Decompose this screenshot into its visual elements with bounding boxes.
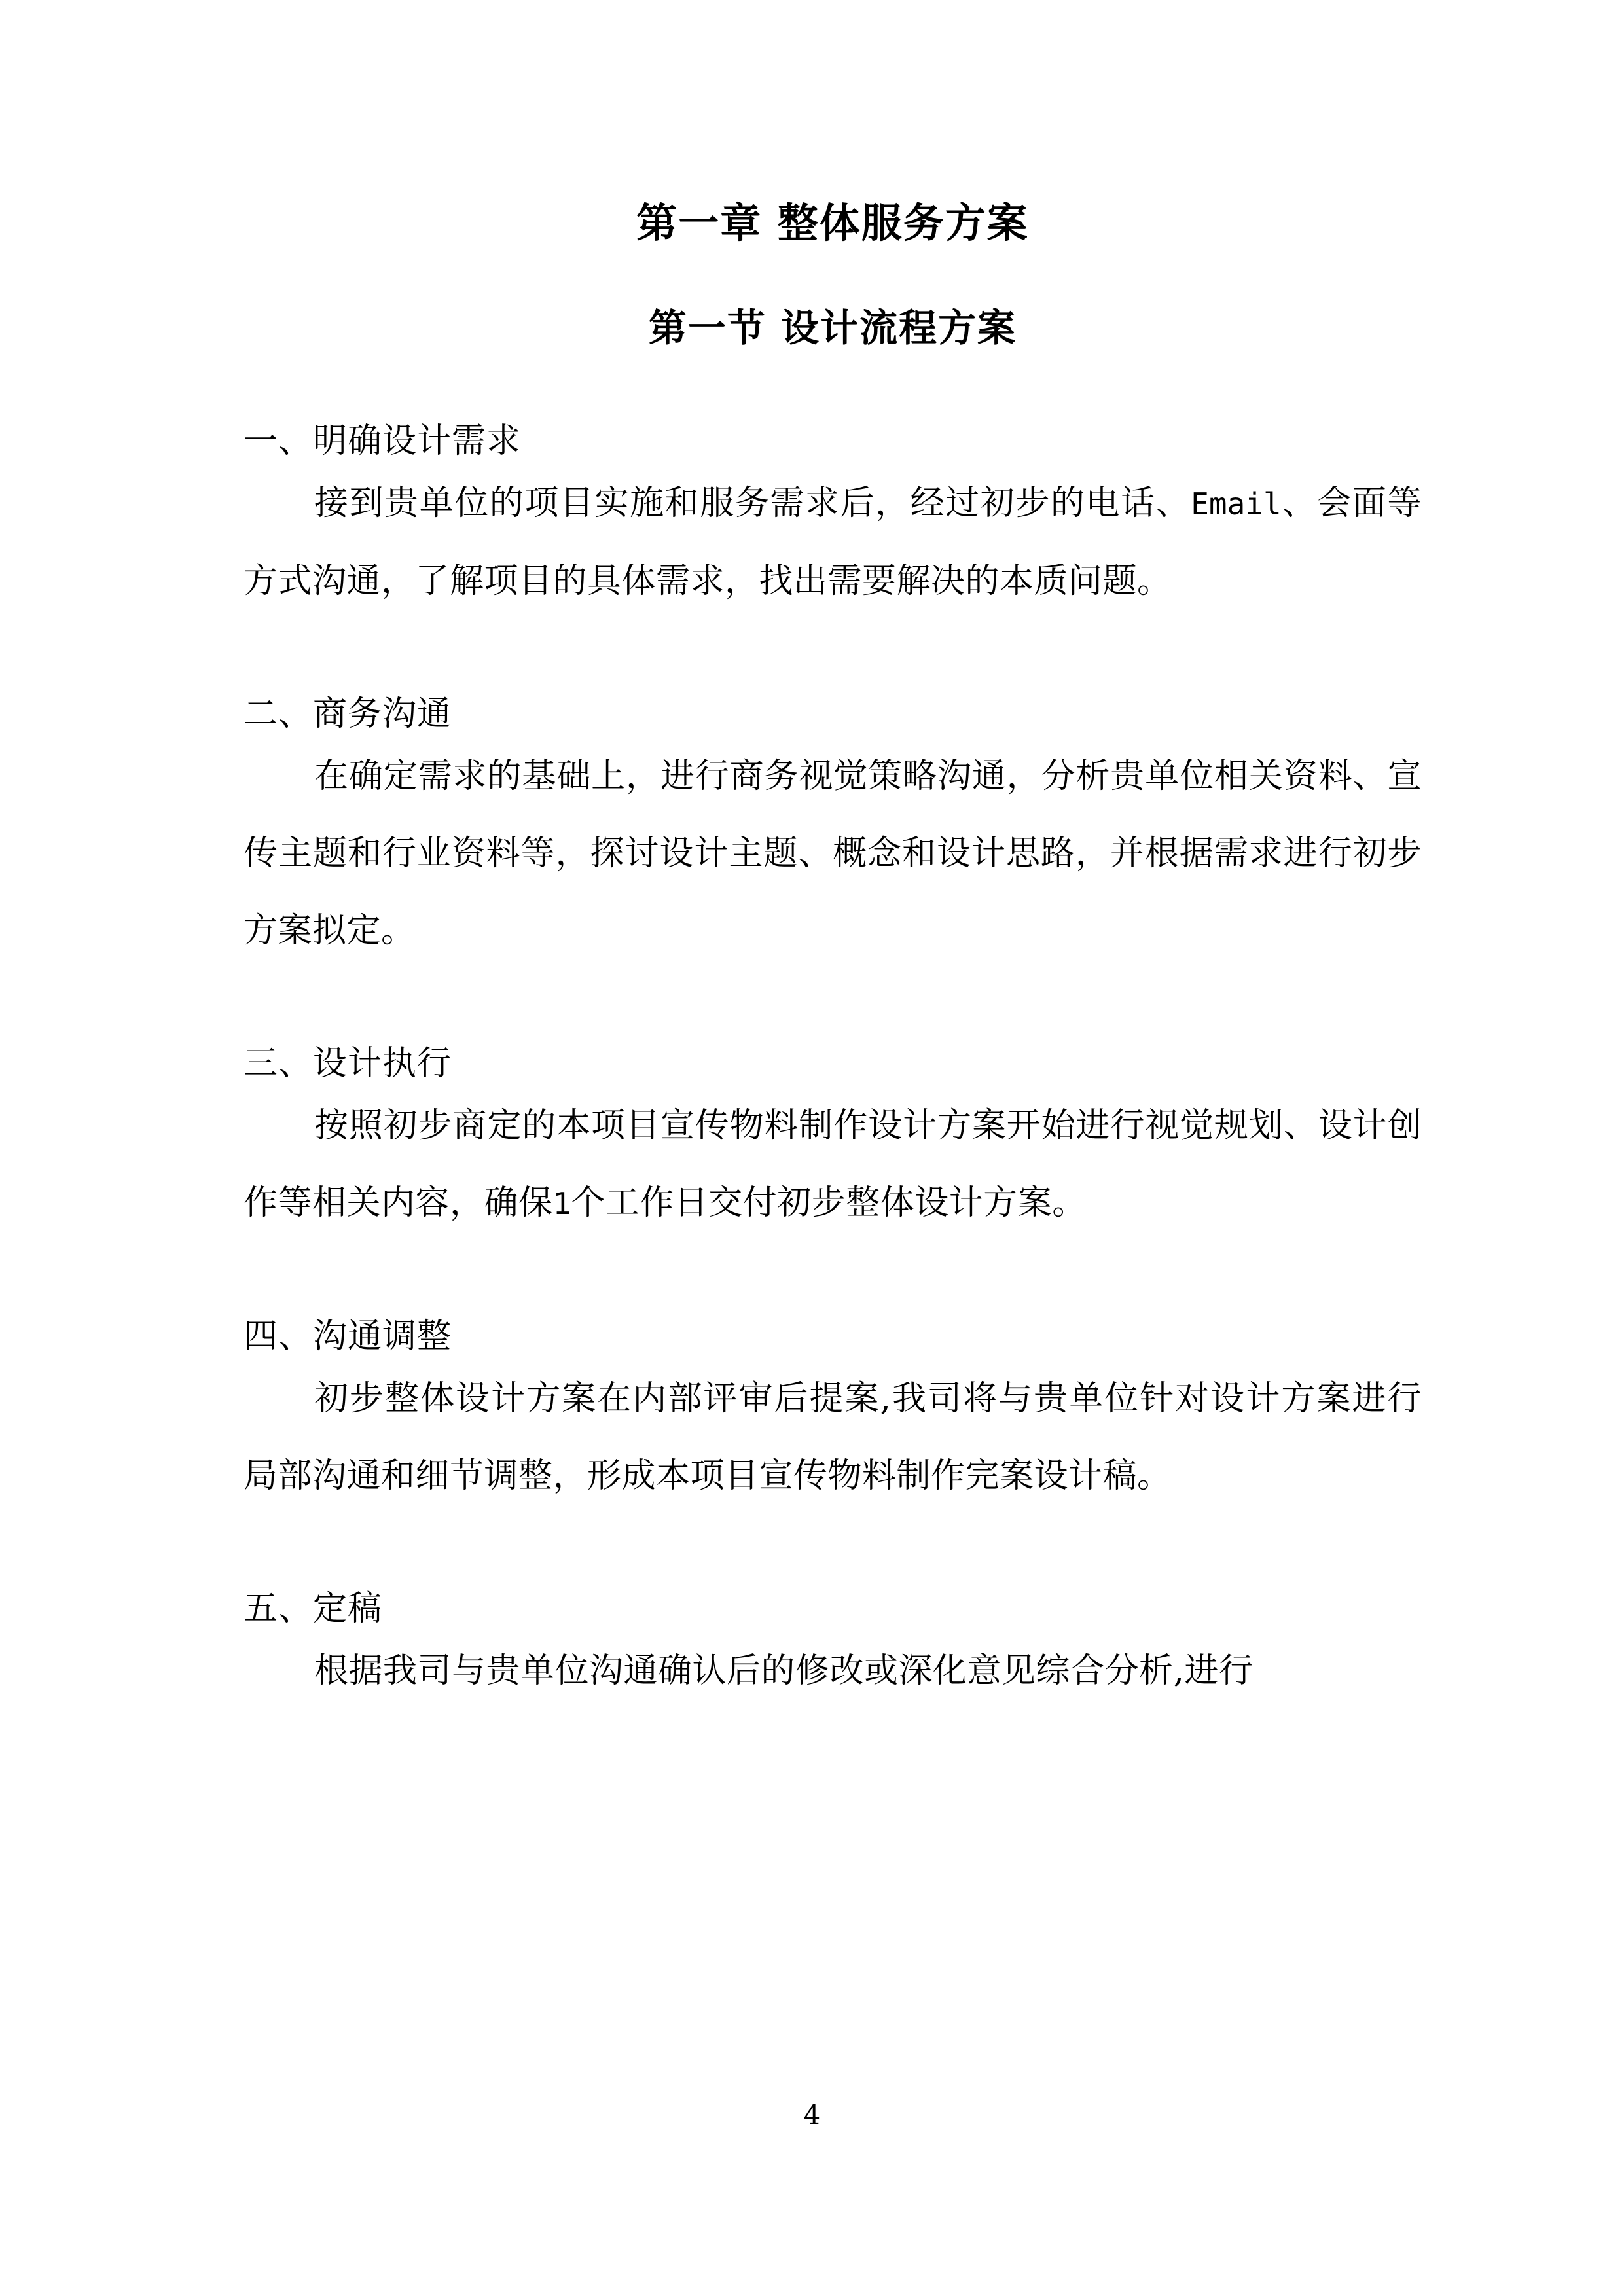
paragraph-latin-token: Email bbox=[1191, 486, 1282, 522]
paragraph-number-token: 1 bbox=[552, 1186, 571, 1221]
section-item-3 bbox=[244, 969, 1422, 1242]
item-paragraph-5: 根据我司与贵单位沟通确认后的修改或深化意见综合分析,进行 bbox=[314, 1651, 1254, 1691]
paragraph-text-before-latin: 接到贵单位的项目实施和服务需求后，经过初步的电话、 bbox=[314, 484, 1191, 523]
section-item-2 bbox=[244, 620, 1422, 969]
section-item-1 bbox=[244, 347, 1422, 620]
item-heading-4: 四、沟通调整 bbox=[244, 1317, 452, 1356]
item-paragraph-4: 初步整体设计方案在内部评审后提案,我司将与贵单位针对设计方案进行局部沟通和细节调整，形成本项目宣传物料制作完案设计稿。 bbox=[244, 1379, 1422, 1496]
section-item-4 bbox=[244, 1242, 1422, 1515]
paragraph-text-after-latin: 、会面等方式沟通，了解项目的具体需求，找出需要解决的本质问题。 bbox=[244, 484, 1422, 601]
chapter-title: 第一章 整体服务方案 bbox=[636, 199, 1029, 247]
item-paragraph-1 bbox=[244, 458, 1422, 620]
page-number: 4 bbox=[803, 2100, 821, 2130]
item-heading-3: 三、设计执行 bbox=[244, 1044, 452, 1083]
section-item-5 bbox=[244, 1515, 1422, 1710]
item-heading-1: 一、明确设计需求 bbox=[244, 422, 522, 461]
item-heading-5: 五、定稿 bbox=[244, 1589, 383, 1628]
item-paragraph-3 bbox=[244, 1081, 1422, 1242]
item-heading-2: 二、商务沟通 bbox=[244, 694, 452, 734]
paragraph-text-part1: 按照初步商定的本项目宣传物料制作设计方案开始进行视觉规划、设计创作等相关内容，确保 bbox=[244, 1106, 1422, 1223]
section-title: 第一节 设计流程方案 bbox=[648, 306, 1017, 350]
paragraph-text-part2: 个工作日交付初步整体设计方案。 bbox=[571, 1183, 1087, 1223]
page-content bbox=[244, 0, 1422, 1710]
item-paragraph-2: 在确定需求的基础上，进行商务视觉策略沟通，分析贵单位相关资料、宣传主题和行业资料等，探讨设计主题、概念和设计思路，并根据需求进行初步方案拟定。 bbox=[244, 757, 1422, 950]
